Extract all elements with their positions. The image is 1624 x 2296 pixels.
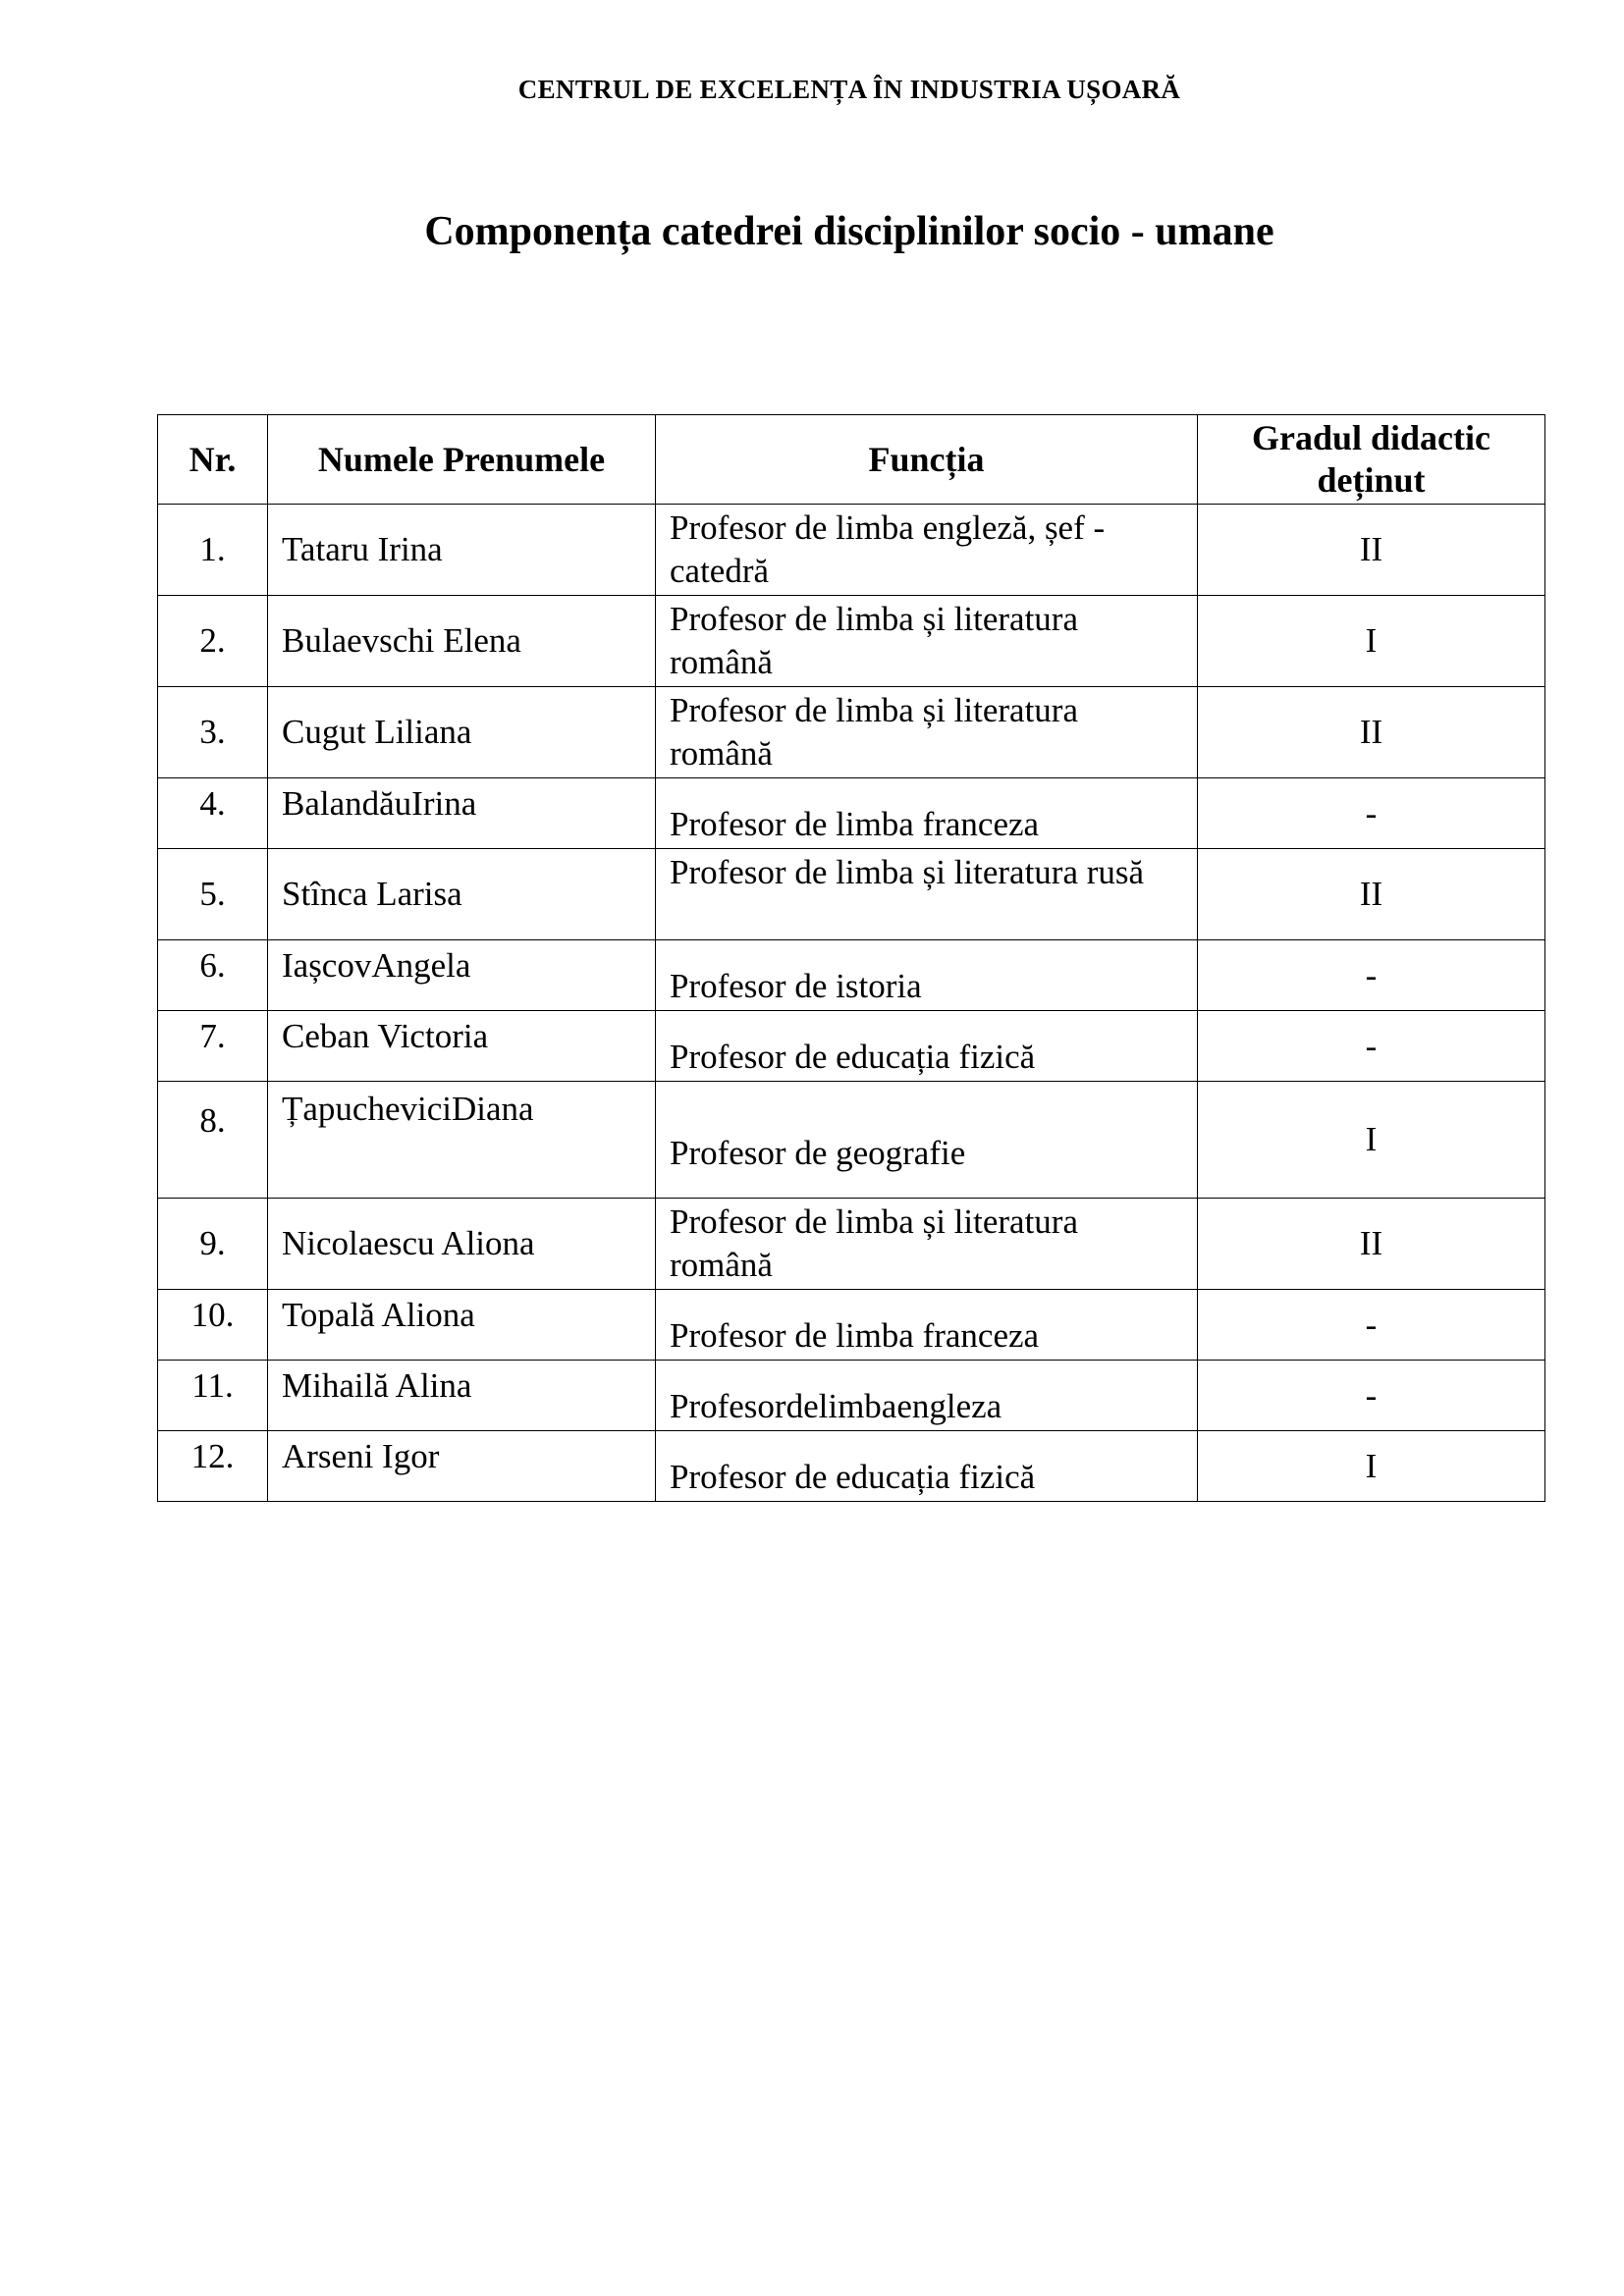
column-header-nr: Nr. — [158, 415, 268, 505]
table-row — [158, 1082, 1545, 1199]
teacher-grade: - — [1198, 1011, 1545, 1082]
table-row — [158, 1199, 1545, 1290]
teacher-name: Mihailă Alina — [268, 1361, 656, 1431]
teacher-function: Profesor de limba și literatura rusă — [656, 849, 1198, 940]
row-number: 3. — [158, 687, 268, 778]
row-number: 9. — [158, 1199, 268, 1290]
table-row — [158, 1431, 1545, 1502]
row-number: 4. — [158, 778, 268, 849]
table-row — [158, 596, 1545, 687]
table-row — [158, 1290, 1545, 1361]
teacher-grade: II — [1198, 505, 1545, 596]
table-row — [158, 505, 1545, 596]
row-number: 6. — [158, 940, 268, 1011]
table-row — [158, 778, 1545, 849]
table-row — [158, 1361, 1545, 1431]
row-number: 12. — [158, 1431, 268, 1502]
row-number: 2. — [158, 596, 268, 687]
column-header-name: Numele Prenumele — [268, 415, 656, 505]
table-row — [158, 849, 1545, 940]
teacher-name: BalandăuIrina — [268, 778, 656, 849]
row-number: 5. — [158, 849, 268, 940]
table-row — [158, 687, 1545, 778]
teacher-grade: II — [1198, 687, 1545, 778]
teacher-name: Tataru Irina — [268, 505, 656, 596]
table-row — [158, 1011, 1545, 1082]
staff-table — [157, 414, 1545, 1502]
table-header-row — [158, 415, 1545, 505]
teacher-function: Profesor de limba engleză, șef - catedră — [656, 505, 1198, 596]
teacher-grade: I — [1198, 1431, 1545, 1502]
teacher-function: Profesor de limba franceza — [656, 778, 1198, 849]
document-title: Componența catedrei disciplinilor socio - umane — [424, 209, 1274, 254]
teacher-name: Cugut Liliana — [268, 687, 656, 778]
teacher-grade: I — [1198, 596, 1545, 687]
teacher-function: Profesordelimbaengleza — [656, 1361, 1198, 1431]
teacher-function: Profesor de educația fizică — [656, 1431, 1198, 1502]
teacher-name: IașcovAngela — [268, 940, 656, 1011]
teacher-grade: I — [1198, 1082, 1545, 1199]
row-number: 7. — [158, 1011, 268, 1082]
teacher-grade: II — [1198, 1199, 1545, 1290]
teacher-grade: - — [1198, 1290, 1545, 1361]
teacher-name: Nicolaescu Aliona — [268, 1199, 656, 1290]
teacher-name: Bulaevschi Elena — [268, 596, 656, 687]
column-header-grade-line1: Gradul didactic — [1251, 417, 1491, 457]
row-number: 1. — [158, 505, 268, 596]
teacher-grade: - — [1198, 1361, 1545, 1431]
column-header-grade-line2: deținut — [1317, 460, 1426, 500]
teacher-function: Profesor de limba și literatura română — [656, 1199, 1198, 1290]
table-row — [158, 940, 1545, 1011]
teacher-name: Topală Aliona — [268, 1290, 656, 1361]
teacher-function: Profesor de limba franceza — [656, 1290, 1198, 1361]
teacher-name: Stînca Larisa — [268, 849, 656, 940]
teacher-function: Profesor de educația fizică — [656, 1011, 1198, 1082]
column-header-function: Funcția — [656, 415, 1198, 505]
teacher-function: Profesor de istoria — [656, 940, 1198, 1011]
teacher-grade: - — [1198, 940, 1545, 1011]
teacher-grade: II — [1198, 849, 1545, 940]
row-number: 8. — [158, 1082, 268, 1199]
teacher-grade: - — [1198, 778, 1545, 849]
teacher-function: Profesor de geografie — [656, 1082, 1198, 1199]
teacher-name: Arseni Igor — [268, 1431, 656, 1502]
row-number: 10. — [158, 1290, 268, 1361]
institution-name: CENTRUL DE EXCELENȚA ÎN INDUSTRIA UȘOARĂ — [517, 75, 1181, 104]
teacher-name: Ceban Victoria — [268, 1011, 656, 1082]
row-number: 11. — [158, 1361, 268, 1431]
teacher-name: ȚapucheviciDiana — [268, 1082, 656, 1199]
column-header-grade — [1198, 415, 1545, 505]
teacher-function: Profesor de limba și literatura română — [656, 687, 1198, 778]
teacher-function: Profesor de limba și literatura română — [656, 596, 1198, 687]
